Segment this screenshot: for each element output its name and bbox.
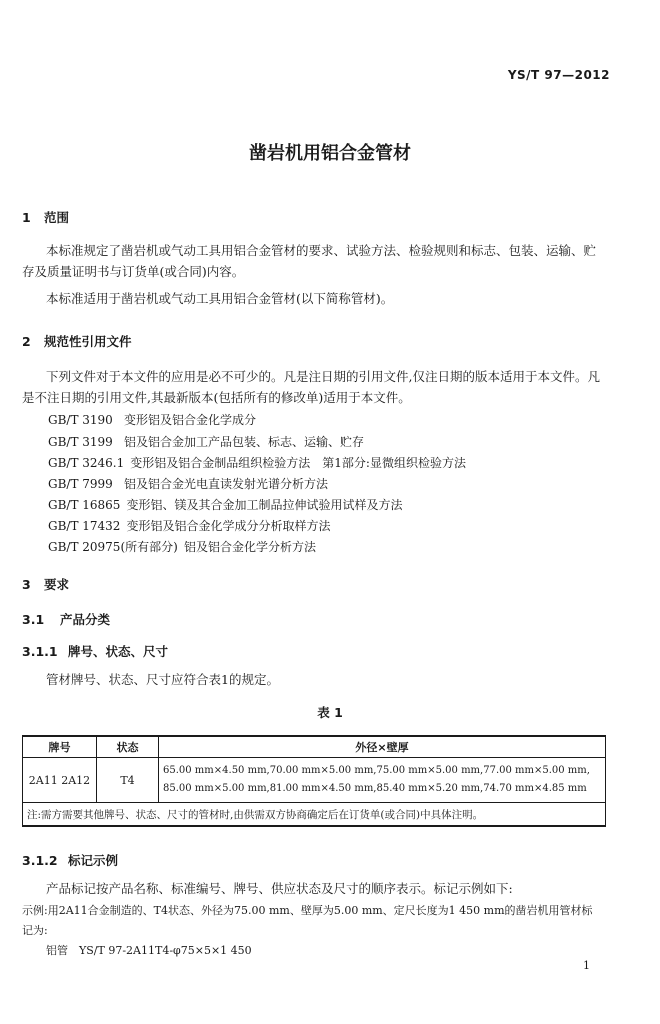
cell-temper: T4 bbox=[97, 758, 159, 803]
reference-item bbox=[48, 517, 330, 534]
table-row bbox=[23, 758, 606, 803]
reference-title: 变形铝及铝合金制品组织检验方法 第1部分:显微组织检验方法 bbox=[130, 456, 466, 470]
section-number: 3.1.1 bbox=[22, 644, 58, 659]
section-number: 3.1 bbox=[22, 612, 45, 627]
reference-title: 铝及铝合金加工产品包装、标志、运输、贮存 bbox=[124, 435, 365, 449]
section-1-heading bbox=[22, 208, 69, 226]
reference-title: 铝及铝合金化学分析方法 bbox=[184, 540, 317, 554]
reference-code: GB/T 16865 bbox=[48, 498, 121, 512]
section-2-heading bbox=[22, 332, 132, 350]
section-title: 规范性引用文件 bbox=[44, 334, 132, 349]
reference-item bbox=[48, 496, 402, 513]
header-grade: 牌号 bbox=[23, 736, 97, 758]
section-2-intro: 下列文件对于本文件的应用是必不可少的。凡是注日期的引用文件,仅注日期的版本适用于本文件。凡是不注日期的引用文件,其最新版本(包括所有的修改单)适用于本文件。 bbox=[22, 369, 600, 405]
header-temper: 状态 bbox=[97, 736, 159, 758]
section-number: 3 bbox=[22, 577, 31, 592]
section-1-paragraph-1: 本标准规定了凿岩机或气动工具用铝合金管材的要求、试验方法、检验规则和标志、包装、运输、贮存及质量证明书与订货单(或合同)内容。 bbox=[22, 243, 597, 279]
document-title: 凿岩机用铝合金管材 bbox=[249, 143, 411, 164]
reference-code: GB/T 7999 bbox=[48, 477, 113, 491]
table-header-row bbox=[23, 736, 606, 758]
section-3-1-heading bbox=[22, 610, 110, 628]
table-note: 注:需方需要其他牌号、状态、尺寸的管材时,由供需双方协商确定后在订货单(或合同)中具体注明。 bbox=[23, 803, 606, 827]
table-note-row bbox=[23, 803, 606, 827]
section-3-heading bbox=[22, 575, 69, 593]
dimensions-line: 85.00 mm×5.00 mm,81.00 mm×4.50 mm,85.40 mm×5.20 mm,74.70 mm×4.85 mm bbox=[163, 783, 587, 794]
section-title: 标记示例 bbox=[68, 853, 119, 868]
standard-code: YS/T 97—2012 bbox=[507, 68, 610, 82]
header-dimensions: 外径×壁厚 bbox=[159, 736, 606, 758]
section-1-paragraph-2: 本标准适用于凿岩机或气动工具用铝合金管材(以下简称管材)。 bbox=[46, 291, 394, 306]
reference-code: GB/T 3199 bbox=[48, 435, 113, 449]
reference-item bbox=[48, 538, 316, 555]
table-caption: 表 1 bbox=[317, 705, 343, 720]
section-3-1-1-heading bbox=[22, 642, 168, 660]
reference-title: 铝及铝合金光电直读发射光谱分析方法 bbox=[124, 477, 329, 491]
section-3-1-1-paragraph: 管材牌号、状态、尺寸应符合表1的规定。 bbox=[46, 672, 279, 687]
section-title: 要求 bbox=[44, 577, 70, 592]
reference-title: 变形铝及铝合金化学成分 bbox=[124, 413, 257, 427]
dimensions-line: 65.00 mm×4.50 mm,70.00 mm×5.00 mm,75.00 mm×5.00 mm,77.00 mm×5.00 mm, bbox=[163, 765, 590, 776]
cell-dimensions bbox=[159, 758, 606, 803]
example-mark: 铝管 YS/T 97-2A11T4-φ75×5×1 450 bbox=[46, 944, 252, 957]
section-number: 2 bbox=[22, 334, 31, 349]
reference-code: GB/T 3246.1 bbox=[48, 456, 125, 470]
section-3-1-2-heading bbox=[22, 851, 118, 869]
reference-code: GB/T 3190 bbox=[48, 413, 113, 427]
reference-code: GB/T 17432 bbox=[48, 519, 121, 533]
reference-code: GB/T 20975(所有部分) bbox=[48, 540, 178, 554]
section-title: 范围 bbox=[44, 210, 70, 225]
reference-item bbox=[48, 454, 466, 471]
example-line: 示例:用2A11合金制造的、T4状态、外径为75.00 mm、壁厚为5.00 mm、定尺长度为1 450 mm的凿岩机用管材标 bbox=[22, 904, 593, 917]
cell-grade: 2A11 2A12 bbox=[23, 758, 97, 803]
reference-item bbox=[48, 411, 256, 428]
section-number: 1 bbox=[22, 210, 31, 225]
reference-title: 变形铝及铝合金化学成分分析取样方法 bbox=[126, 519, 331, 533]
section-title: 牌号、状态、尺寸 bbox=[68, 644, 169, 659]
reference-title: 变形铝、镁及其合金加工制品拉伸试验用试样及方法 bbox=[126, 498, 403, 512]
reference-item bbox=[48, 433, 364, 450]
section-title: 产品分类 bbox=[60, 612, 111, 627]
example-line: 记为: bbox=[22, 924, 48, 937]
specification-table bbox=[22, 735, 606, 827]
section-number: 3.1.2 bbox=[22, 853, 58, 868]
page-number: 1 bbox=[583, 959, 590, 972]
section-3-1-2-paragraph: 产品标记按产品名称、标准编号、牌号、供应状态及尺寸的顺序表示。标记示例如下: bbox=[46, 881, 513, 896]
reference-item bbox=[48, 475, 328, 492]
